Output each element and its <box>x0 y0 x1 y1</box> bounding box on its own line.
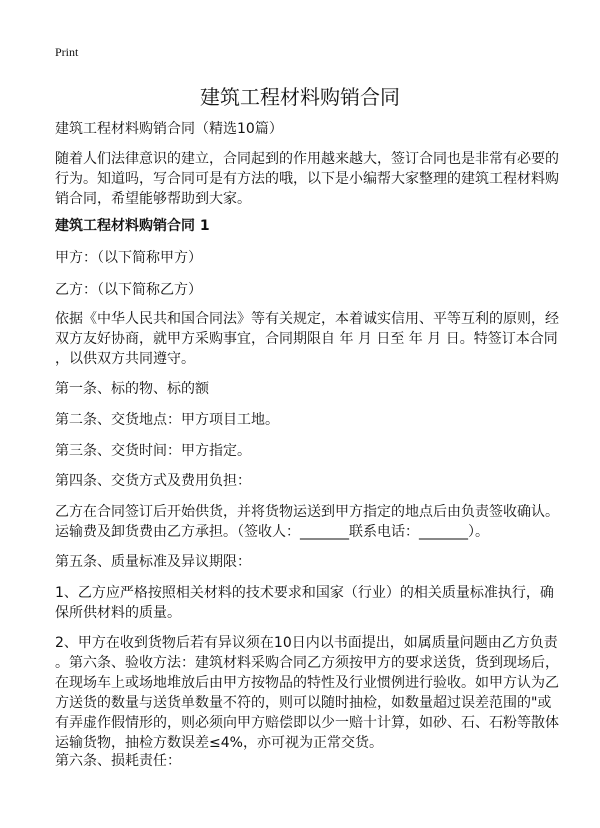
text-line: 在现场车上或场地堆放后由甲方按物品的特性及行业惯例进行验收。如甲方认为乙 <box>55 675 559 691</box>
quality-clause-1 <box>55 583 575 623</box>
text-line: 。第六条、验收方法：建筑材料采购合同乙方须按甲方的要求送货，货到现场后， <box>55 655 559 671</box>
text-line: 随着人们法律意识的建立，合同起到的作用越来越大，签订合同也是非常有必要的 <box>55 151 559 167</box>
article-5: 第五条、质量标准及异议期限： <box>55 554 251 570</box>
text-line: 运输费及卸货费由乙方承担。（签收人：_______联系电话：_______）。 <box>55 524 489 540</box>
article-1: 第一条、标的物、标的额 <box>55 381 209 397</box>
text-line: 行为。知道吗，写合同可是有方法的哦，以下是小编帮大家整理的建筑工程材料购 <box>55 171 559 187</box>
page-title: 建筑工程材料购销合同 <box>200 85 400 109</box>
subtitle: 建筑工程材料购销合同（精选10篇） <box>55 121 283 137</box>
text-line: ，以供双方共同遵守。 <box>55 351 195 367</box>
text-line: 双方友好协商，就甲方采购事宜，合同期限自 年 月 日至 年 月 日。特签订本合同 <box>55 331 558 347</box>
basis-paragraph <box>55 309 575 369</box>
article-3: 第三条、交货时间：甲方指定。 <box>55 443 251 459</box>
text-line: 销合同，希望能够帮助到大家。 <box>55 191 251 207</box>
article-2: 第二条、交货地点：甲方项目工地。 <box>55 412 279 428</box>
text-line: 运输货物，抽检方数误差≤4%，亦可视为正常交货。 <box>55 735 383 751</box>
text-line: 方送货的数量与送货单数量不符的，则可以随时抽检，如数量超过误差范围的"或 <box>55 695 552 711</box>
party-b: 乙方：（以下简称乙方） <box>55 282 202 298</box>
article-4: 第四条、交货方式及费用负担： <box>55 473 251 489</box>
text-line: 依据《中华人民共和国合同法》等有关规定，本着诚实信用、平等互利的原则，经 <box>55 311 559 327</box>
intro-paragraph <box>55 149 575 209</box>
text-line: 有弄虚作假情形的，则必须向甲方赔偿即以少一赔十计算，如砂、石、石粉等散体 <box>55 715 559 731</box>
section-heading: 建筑工程材料购销合同 1 <box>55 218 210 234</box>
party-a: 甲方：（以下简称甲方） <box>55 250 202 266</box>
text-line: 保所供材料的质量。 <box>55 605 181 621</box>
quality-clause-2 <box>55 633 575 753</box>
print-link[interactable]: Print <box>55 45 79 59</box>
text-line: 乙方在合同签订后开始供货，并将货物运送到甲方指定的地点后由负责签收确认。 <box>55 504 559 520</box>
delivery-paragraph <box>55 502 575 542</box>
article-6: 第六条、损耗责任： <box>55 753 181 769</box>
text-line: 2、甲方在收到货物后若有异议须在10日内以书面提出，如属质量问题由乙方负责 <box>55 635 558 651</box>
text-line: 1、乙方应严格按照相关材料的技术要求和国家（行业）的相关质量标准执行，确 <box>55 585 554 601</box>
